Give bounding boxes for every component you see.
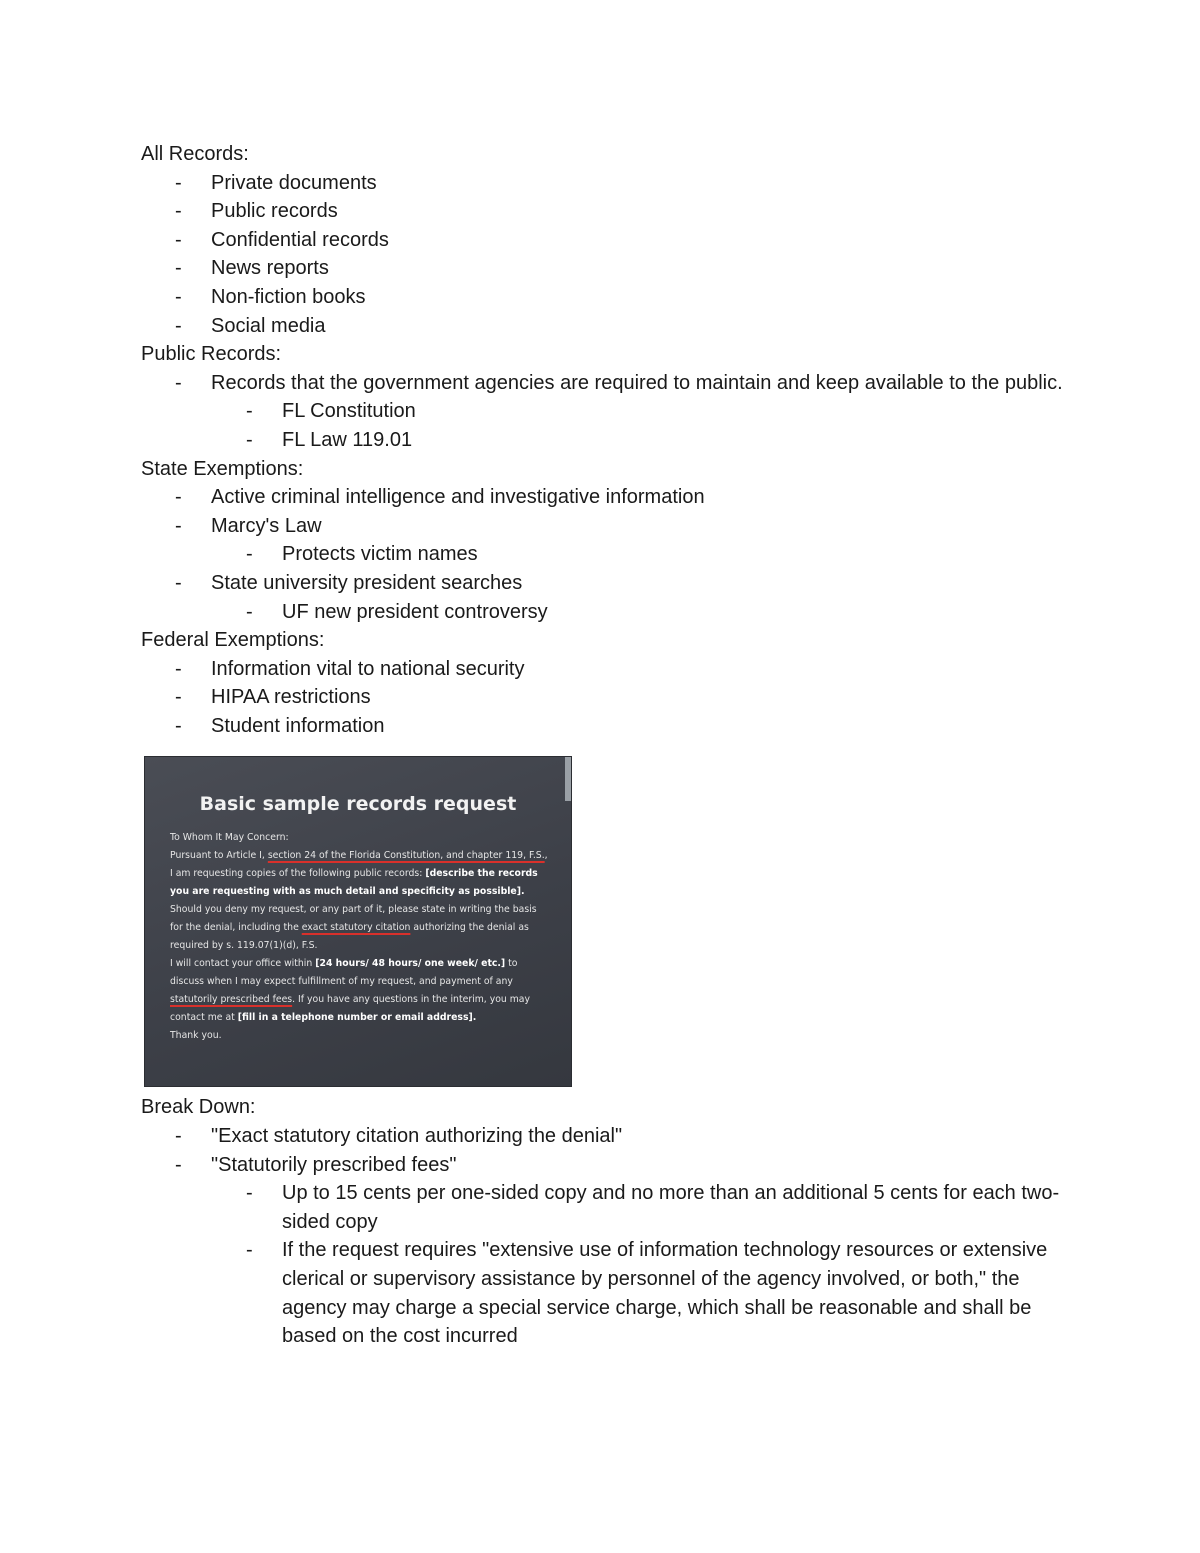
section-heading-public-records: Public Records:	[141, 343, 282, 366]
section-heading-break-down: Break Down:	[141, 1096, 256, 1119]
records-request-photo	[144, 756, 572, 1087]
sub-list-item: - UF new president controversy	[141, 598, 1071, 627]
list-item: - Records that the government agencies are required to maintain and keep available to the public.	[141, 369, 1071, 398]
sub-list-item: - If the request requires "extensive use of information technology resources or extensive clerical or supervisory assistance by personnel of the agency involved, or both," the agency may charge a special service charge, which shall be reasonable and shall be based on the cost incurred	[141, 1236, 1071, 1350]
photo-greeting: To Whom It May Concern:	[170, 832, 289, 844]
sub-list-item: - FL Law 119.01	[141, 426, 1071, 455]
bullet-dash: -	[175, 686, 182, 709]
list-item: - Public records	[141, 197, 1071, 226]
list-item: - Confidential records	[141, 226, 1071, 255]
bullet-dash: -	[175, 1153, 182, 1176]
section-heading-federal-exemptions: Federal Exemptions:	[141, 629, 325, 652]
document-page	[141, 140, 1071, 1351]
photo-letter-text	[170, 829, 552, 1045]
bullet-dash: -	[175, 714, 182, 737]
photo-paragraph: Pursuant to Article I, section 24 of the Florida Constitution, and chapter 119, F.S., I am requesting copies of the following public records: [describe the records you are requesting with as much detail and specificity as possible].	[170, 850, 548, 898]
bullet-dash: -	[175, 200, 182, 223]
bullet-dash: -	[175, 228, 182, 251]
bullet-dash: -	[246, 543, 253, 566]
bullet-dash: -	[175, 486, 182, 509]
list-item: - Student information	[141, 712, 1071, 741]
section-heading-state-exemptions: State Exemptions:	[141, 457, 304, 480]
bullet-dash: -	[175, 514, 182, 537]
list-item: - "Exact statutory citation authorizing the denial"	[141, 1122, 1071, 1151]
list-item: - State university president searches	[141, 569, 1071, 598]
photo-paragraph: Should you deny my request, or any part of it, please state in writing the basis for the denial, including the exact statutory citation authorizing the denial as required by s. 119.07(1)(d), F.S.	[170, 904, 537, 952]
section-heading-all-records: All Records:	[141, 143, 249, 165]
bullet-dash: -	[175, 171, 182, 194]
bullet-dash: -	[246, 1239, 253, 1262]
bullet-dash: -	[246, 428, 253, 451]
bullet-dash: -	[246, 1182, 253, 1205]
photo-paragraph: I will contact your office within [24 hours/ 48 hours/ one week/ etc.] to discuss when I may expect fulfillment of my request, and payment of any statutorily prescribed fees. If you have any questions in the interim, you may contact me at [fill in a telephone number or email address].	[170, 958, 530, 1024]
list-item: - Social media	[141, 312, 1071, 341]
list-item: - Active criminal intelligence and investigative information	[141, 483, 1071, 512]
bullet-dash: -	[246, 400, 253, 423]
bullet-dash: -	[175, 371, 182, 394]
list-item: - Marcy's Law	[141, 512, 1071, 541]
photo-title: Basic sample records request	[199, 793, 517, 816]
list-item: - "Statutorily prescribed fees"	[141, 1151, 1071, 1180]
bullet-dash: -	[175, 257, 182, 280]
list-item: - Private documents	[141, 169, 1071, 198]
bullet-dash: -	[175, 657, 182, 680]
list-item: - Non-fiction books	[141, 283, 1071, 312]
photo-closing: Thank you.	[170, 1030, 222, 1042]
bullet-dash: -	[175, 571, 182, 594]
bullet-dash: -	[175, 314, 182, 337]
sub-list-item: - FL Constitution	[141, 397, 1071, 426]
sub-list-item: - Protects victim names	[141, 540, 1071, 569]
list-item: - News reports	[141, 254, 1071, 283]
bullet-dash: -	[175, 285, 182, 308]
list-item: - Information vital to national security	[141, 655, 1071, 684]
sub-list-item: - Up to 15 cents per one-sided copy and no more than an additional 5 cents for each two-sided copy	[141, 1179, 1071, 1236]
bullet-dash: -	[246, 600, 253, 623]
bullet-dash: -	[175, 1125, 182, 1148]
list-item: - HIPAA restrictions	[141, 683, 1071, 712]
